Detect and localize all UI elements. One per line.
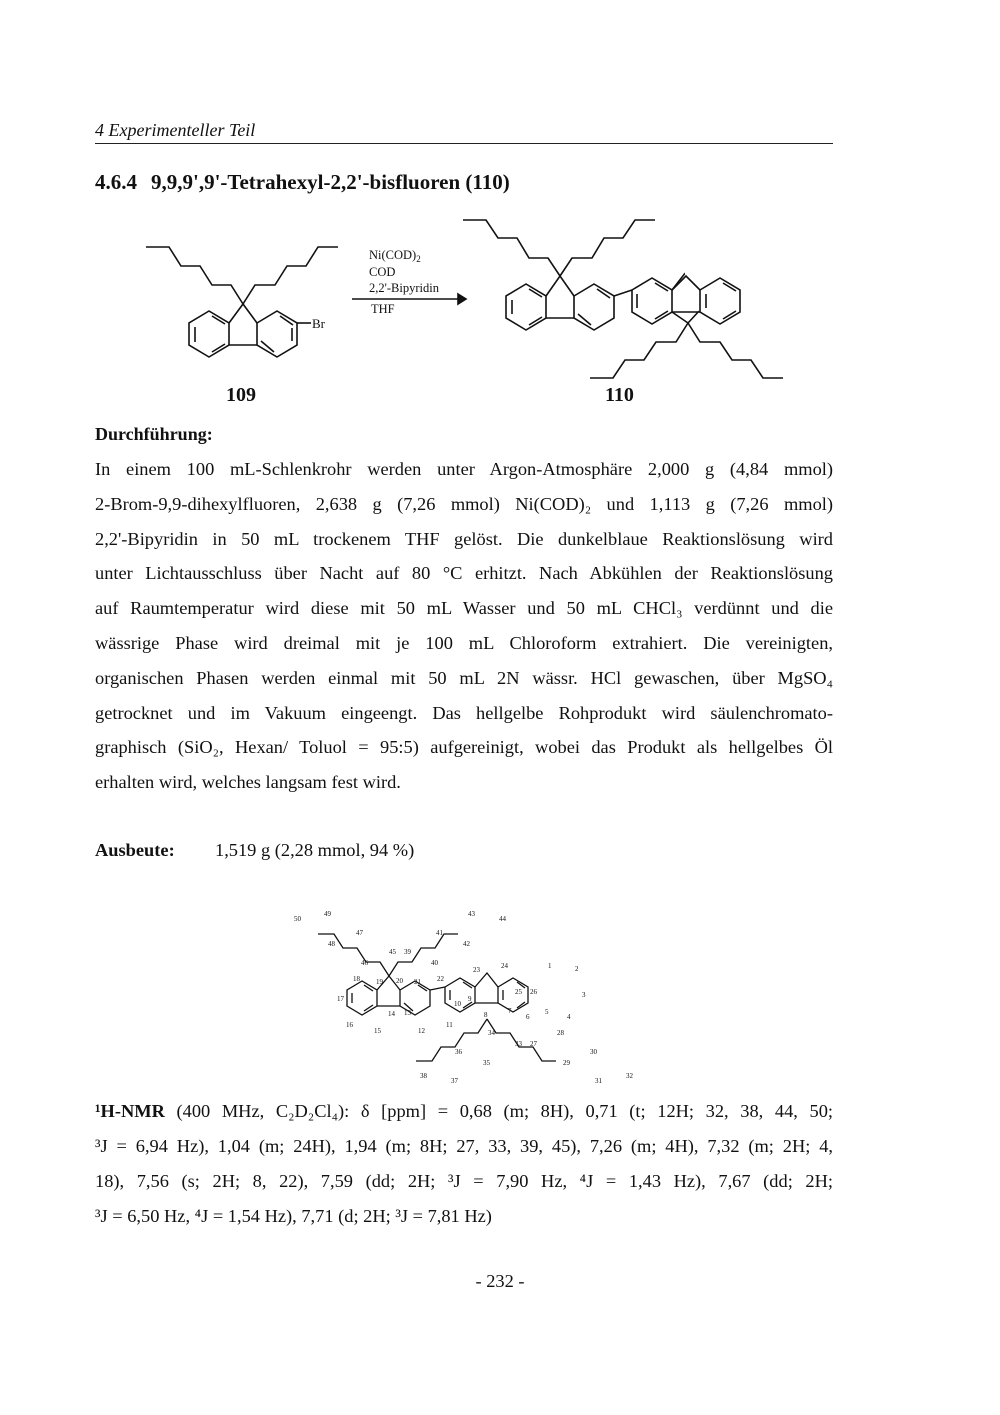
svg-text:46: 46 [361, 959, 368, 967]
procedure-line: 2,2'-Bipyridin in 50 mL trockenem THF gelöst. Die dunkelblaue Reaktionslösung wird [95, 528, 833, 549]
svg-text:28: 28 [557, 1029, 564, 1037]
svg-text:16: 16 [346, 1021, 353, 1029]
svg-text:11: 11 [446, 1021, 453, 1029]
procedure-line: auf Raumtemperatur wird diese mit 50 mL Wasser und 50 mL CHCl₃ verdünnt und die [95, 598, 833, 619]
reagent-nicod: Ni(COD) [369, 248, 417, 262]
svg-text:4: 4 [567, 1013, 571, 1021]
svg-text:30: 30 [590, 1048, 597, 1056]
svg-text:23: 23 [473, 966, 480, 974]
procedure-line: unter Lichtausschluss über Nacht auf 80 °C erhitzt. Nach Abkühlen der Reaktionslösung [95, 563, 833, 584]
procedure-line: getrocknet und im Vakuum eingeengt. Das hellgelbe Rohprodukt wird säulenchromato- [95, 702, 833, 723]
yield-value: 1,519 g (2,28 mmol, 94 %) [215, 840, 415, 860]
procedure-line: In einem 100 mL-Schlenkrohr werden unter Argon-Atmosphäre 2,000 g (4,84 mmol) [95, 459, 833, 479]
procedure-line: wässrige Phase wird dreimal mit je 100 mL Chloroform extrahiert. Die vereinigten, [95, 632, 833, 653]
yield [95, 840, 414, 861]
svg-text:36: 36 [455, 1048, 462, 1056]
svg-text:22: 22 [437, 975, 444, 983]
svg-text:41: 41 [436, 929, 443, 937]
svg-text:37: 37 [451, 1077, 458, 1085]
svg-text:39: 39 [404, 948, 411, 956]
procedure-line: 2-Brom-9,9-dihexylfluoren, 2,638 g (7,26 mmol) Ni(COD)₂ und 1,113 g (7,26 mmol) [95, 493, 833, 514]
svg-text:3: 3 [582, 991, 586, 999]
svg-text:19: 19 [376, 978, 383, 986]
svg-text:21: 21 [414, 978, 421, 986]
svg-text:42: 42 [463, 940, 470, 948]
svg-text:26: 26 [530, 988, 537, 996]
svg-text:25: 25 [515, 988, 522, 996]
svg-text:43: 43 [468, 910, 475, 918]
procedure-line: graphisch (SiO₂, Hexan/ Toluol = 95:5) aufgereinigt, wobei das Produkt als hellgelbes Öl [95, 737, 833, 758]
svg-text:31: 31 [595, 1077, 602, 1085]
svg-text:5: 5 [545, 1008, 549, 1016]
svg-text:47: 47 [356, 929, 363, 937]
svg-text:44: 44 [499, 915, 506, 923]
svg-text:48: 48 [328, 940, 335, 948]
svg-text:13: 13 [404, 1009, 411, 1017]
svg-text:6: 6 [526, 1013, 530, 1021]
svg-text:29: 29 [563, 1059, 570, 1067]
procedure-text [95, 452, 833, 800]
svg-text:2: 2 [575, 965, 579, 973]
nmr-line: ³J = 6,50 Hz, ⁴J = 1,54 Hz), 7,71 (d; 2H; ³J = 7,81 Hz) [95, 1206, 492, 1226]
running-header: 4 Experimenteller Teil [95, 120, 833, 144]
nmr-line: 18), 7,56 (s; 2H; 8, 22), 7,59 (dd; 2H; ³J = 7,90 Hz, ⁴J = 1,43 Hz), 7,67 (dd; 2H; [95, 1171, 833, 1191]
nmr-line: ¹H-NMR (400 MHz, C₂D₂Cl₄): δ [ppm] = 0,68 (m; 8H), 0,71 (t; 12H; 32, 38, 44, 50; [95, 1101, 833, 1121]
nmr-data [95, 1094, 833, 1234]
bromo-label: Br [312, 316, 325, 331]
svg-text:45: 45 [389, 948, 396, 956]
reagent-cod: COD [369, 265, 396, 279]
svg-text:40: 40 [431, 959, 438, 967]
svg-text:7: 7 [508, 1007, 512, 1015]
svg-text:9: 9 [468, 995, 472, 1003]
svg-text:15: 15 [374, 1027, 381, 1035]
svg-text:12: 12 [418, 1027, 425, 1035]
procedure-label: Durchführung: [95, 424, 213, 444]
product-label: 110 [605, 384, 634, 406]
reagent-bipyridin: 2,2'-Bipyridin [369, 281, 439, 295]
reaction-scheme [0, 0, 1000, 420]
svg-text:35: 35 [483, 1059, 490, 1067]
yield-label: Ausbeute: [95, 840, 175, 860]
reagent-thf: THF [371, 302, 395, 316]
svg-text:32: 32 [626, 1072, 633, 1080]
svg-text:20: 20 [396, 977, 403, 985]
procedure-line: organischen Phasen werden einmal mit 50 mL 2N wässr. HCl gewaschen, über MgSO₄ [95, 667, 833, 688]
svg-text:33: 33 [515, 1040, 522, 1048]
procedure-line: erhalten wird, welches langsam fest wird. [95, 772, 401, 793]
reactant-label: 109 [226, 384, 256, 406]
svg-text:24: 24 [501, 962, 508, 970]
page-number: - 232 - [475, 1271, 525, 1291]
svg-text:1: 1 [548, 962, 552, 970]
svg-text:10: 10 [454, 1000, 461, 1008]
svg-text:18: 18 [353, 975, 360, 983]
svg-text:38: 38 [420, 1072, 427, 1080]
svg-text:Ni(COD)2: $Ni(COD)_2$ [369, 248, 421, 264]
svg-text:50: 50 [294, 915, 301, 923]
svg-text:34: 34 [488, 1029, 495, 1037]
reactant-structure [146, 247, 338, 357]
svg-text:49: 49 [324, 910, 331, 918]
nmr-label: ¹H-NMR [95, 1101, 165, 1121]
svg-text:14: 14 [388, 1010, 395, 1018]
product-structure [463, 220, 783, 378]
section-title: 9,9,9',9'-Tetrahexyl-2,2'-bisfluoren (110) [151, 170, 510, 194]
nmr-line: ³J = 6,94 Hz), 1,04 (m; 24H), 1,94 (m; 8H; 27, 33, 39, 45), 7,26 (m; 4H), 7,32 (m; 2H; 4, [95, 1136, 833, 1156]
section-number: 4.6.4 [95, 170, 137, 194]
svg-text:17: 17 [337, 995, 344, 1003]
svg-text:27: 27 [530, 1040, 537, 1048]
svg-text:8: 8 [484, 1011, 488, 1019]
numbered-structure [0, 895, 1000, 1095]
